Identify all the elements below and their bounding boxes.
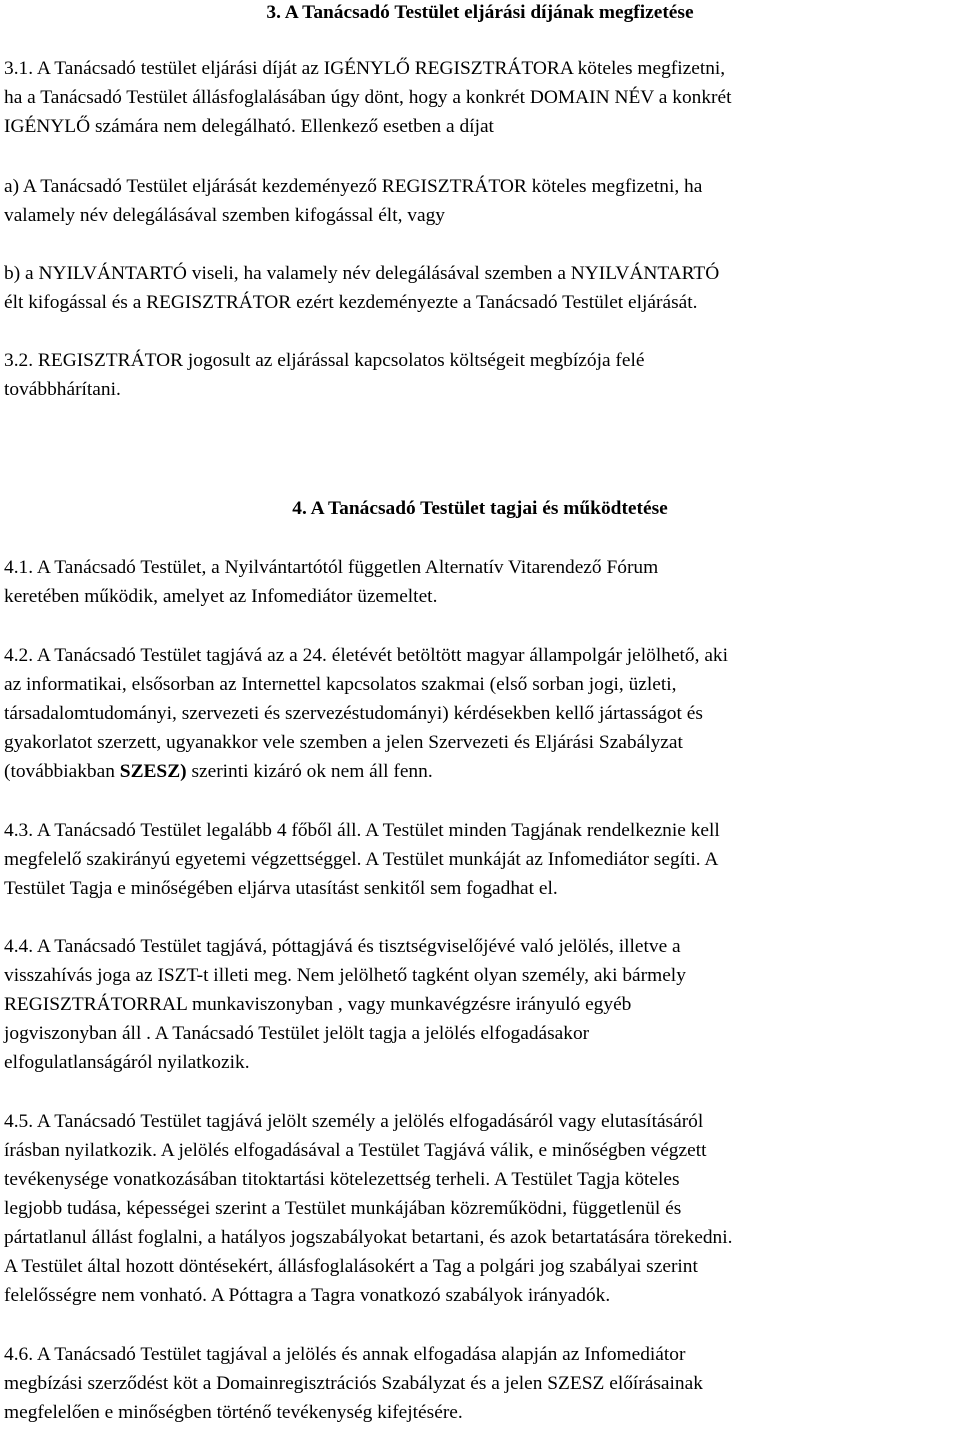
paragraph-3-2	[4, 346, 950, 404]
text-line: 4.1. A Tanácsadó Testület, a Nyilvántartótól független Alternatív Vitarendező Fórum	[4, 557, 659, 578]
paragraph-4-3	[4, 816, 950, 903]
section-3-heading: 3. A Tanácsadó Testület eljárási díjának megfizetése	[266, 2, 694, 23]
text-line: 4.3. A Tanácsadó Testület legalább 4 főből áll. A Testület minden Tagjának rendelkeznie kell	[4, 820, 720, 841]
paragraph-3-1	[4, 54, 950, 141]
text-line: ha a Tanácsadó Testület állásfoglalásában úgy dönt, hogy a konkrét DOMAIN NÉV a konkrét	[4, 87, 732, 108]
text-span: (továbbiakban	[4, 761, 120, 782]
paragraph-3-1-b	[4, 259, 950, 317]
paragraph-3-1-a	[4, 172, 950, 230]
text-line: 3.1. A Tanácsadó testület eljárási díját az IGÉNYLŐ REGISZTRÁTORA köteles megfizetni,	[4, 58, 726, 79]
text-line: 4.2. A Tanácsadó Testület tagjává az a 24. életévét betöltött magyar állampolgár jelölhető, aki	[4, 645, 729, 666]
text-line: megfelelően e minőségben történő tevékenység kifejtésére.	[4, 1402, 463, 1423]
text-line: 4.5. A Tanácsadó Testület tagjává jelölt személy a jelölés elfogadásáról vagy elutasításáról	[4, 1111, 704, 1132]
text-line: Testület Tagja e minőségében eljárva utasítást senkitől sem fogadhat el.	[4, 878, 558, 899]
paragraph-4-1	[4, 553, 950, 611]
text-line: felelősségre nem vonható. A Póttagra a Tagra vonatkozó szabályok irányadók.	[4, 1285, 611, 1306]
text-line: megfelelő szakirányú egyetemi végzettséggel. A Testület munkáját az Infomediátor segíti. A	[4, 849, 719, 870]
text-line: b) a NYILVÁNTARTÓ viseli, ha valamely név delegálásával szemben a NYILVÁNTARTÓ	[4, 263, 720, 284]
section-4-heading: 4. A Tanácsadó Testület tagjai és működtetése	[292, 498, 668, 519]
text-line: 3.2. REGISZTRÁTOR jogosult az eljárással kapcsolatos költségeit megbízója felé	[4, 350, 645, 371]
text-line: IGÉNYLŐ számára nem delegálható. Ellenkező esetben a díjat	[4, 116, 494, 137]
text-line: írásban nyilatkozik. A jelölés elfogadásával a Testület Tagjává válik, e minőségben végzett	[4, 1140, 707, 1161]
text-line: 4.4. A Tanácsadó Testület tagjává, póttagjává és tisztségviselőjévé való jelölés, illetve a	[4, 936, 681, 957]
paragraph-4-6	[4, 1340, 950, 1427]
paragraph-4-4	[4, 932, 950, 1077]
text-line: tevékenysége vonatkozásában titoktartási kötelezettség terheli. A Testület Tagja köteles	[4, 1169, 680, 1190]
paragraph-4-5	[4, 1107, 950, 1310]
text-line: gyakorlatot szerzett, ugyanakkor vele szemben a jelen Szervezeti és Eljárási Szabályzat	[4, 732, 683, 753]
text-line: élt kifogással és a REGISZTRÁTOR ezért kezdeményezte a Tanácsadó Testület eljárását.	[4, 292, 698, 313]
text-line: megbízási szerződést köt a Domainregisztrációs Szabályzat és a jelen SZESZ előírásainak	[4, 1373, 703, 1394]
text-line	[4, 757, 950, 786]
paragraph-4-2	[4, 641, 950, 786]
text-line: az informatikai, elsősorban az Internettel kapcsolatos szakmai (első sorban jogi, üzleti,	[4, 674, 677, 695]
text-line: jogviszonyban áll . A Tanácsadó Testület jelölt tagja a jelölés elfogadásakor	[4, 1023, 590, 1044]
text-line: REGISZTRÁTORRAL munkaviszonyban , vagy munkavégzésre irányuló egyéb	[4, 994, 632, 1015]
text-line: valamely név delegálásával szemben kifogással élt, vagy	[4, 205, 445, 226]
text-line: társadalomtudományi, szervezeti és szervezéstudományi) kérdésekben kellő jártasságot és	[4, 703, 703, 724]
text-line: keretében működik, amelyet az Infomediátor üzemeltet.	[4, 586, 438, 607]
text-span: szerinti kizáró ok nem áll fenn.	[186, 761, 433, 782]
text-line: pártatlanul állást foglalni, a hatályos jogszabályokat betartani, és azok betartatására törekedni.	[4, 1227, 733, 1248]
text-line: A Testület által hozott döntésekért, állásfoglalásokért a Tag a polgári jog szabályai szerint	[4, 1256, 698, 1277]
text-line: legjobb tudása, képességei szerint a Testület munkájában közreműködni, függetlenül és	[4, 1198, 682, 1219]
text-line: továbbhárítani.	[4, 379, 121, 400]
text-line: elfogulatlanságáról nyilatkozik.	[4, 1052, 250, 1073]
text-line: a) A Tanácsadó Testület eljárását kezdeményező REGISZTRÁTOR köteles megfizetni, ha	[4, 176, 703, 197]
text-line: 4.6. A Tanácsadó Testület tagjával a jelölés és annak elfogadása alapján az Infomediátor	[4, 1344, 686, 1365]
szesz-abbreviation: SZESZ)	[119, 761, 187, 782]
text-line: visszahívás joga az ISZT-t illeti meg. Nem jelölhető tagként olyan személy, aki bármely	[4, 965, 686, 986]
